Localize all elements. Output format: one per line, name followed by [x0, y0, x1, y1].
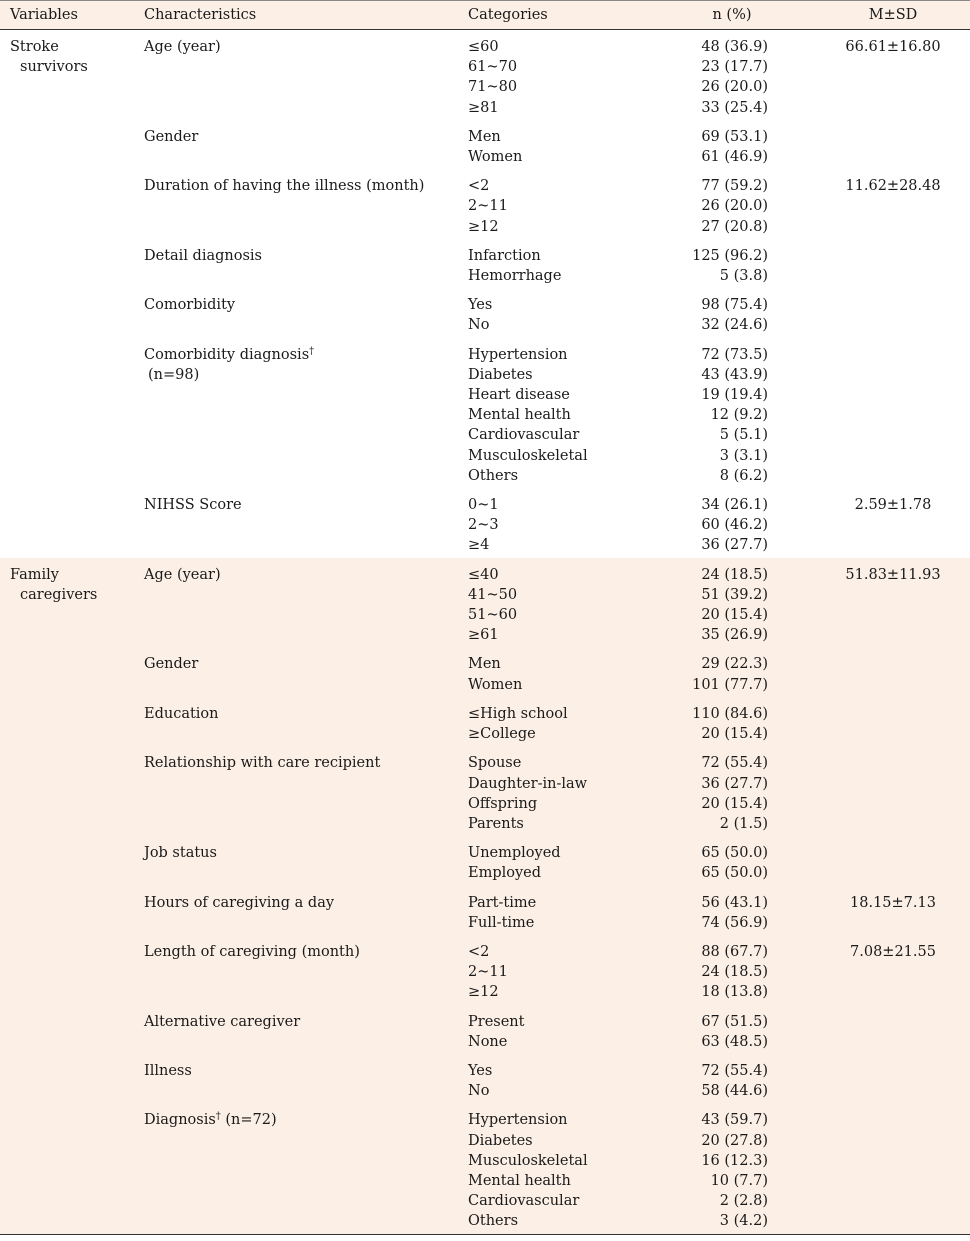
mean-sd-cell: [816, 746, 970, 836]
category-item: Present: [468, 1013, 525, 1030]
category-item: ≥81: [468, 99, 499, 116]
n-percent-value: 24 (18.5): [701, 964, 768, 981]
n-percent-value: 51 (39.2): [701, 586, 768, 603]
characteristic-label: Age (year): [144, 39, 221, 55]
category-item: ≤40: [468, 566, 499, 583]
categories-cell: [458, 558, 648, 648]
category-item: ≥12: [468, 218, 499, 235]
category-item: Spouse: [468, 755, 522, 772]
table-row: [0, 30, 970, 120]
categories-cell: [458, 886, 648, 935]
category-item: Diabetes: [468, 1132, 533, 1149]
n-percent-cell: [648, 697, 816, 746]
n-percent-value: 12 (9.2): [710, 407, 768, 424]
characteristic-label: Gender: [144, 656, 199, 673]
header-characteristics: Characteristics: [134, 1, 458, 30]
characteristic-label: Gender: [144, 128, 199, 145]
n-percent-value: 26 (20.0): [701, 198, 768, 215]
n-percent-value: 63 (48.5): [701, 1033, 768, 1050]
mean-sd-cell: [816, 1054, 970, 1103]
categories-cell: [458, 935, 648, 1005]
characteristic-label: Length of caregiving (month): [144, 943, 360, 960]
category-item: Infarction: [468, 247, 541, 264]
category-item: Men: [468, 656, 501, 673]
category-item: Yes: [468, 297, 493, 314]
n-percent-value: 77 (59.2): [701, 178, 768, 195]
mean-sd-cell: [816, 338, 970, 488]
categories-cell: [458, 647, 648, 696]
mean-sd-cell: [816, 239, 970, 288]
n-percent-cell: [648, 746, 816, 836]
n-percent-value: 33 (25.4): [701, 99, 768, 116]
table-row: [0, 886, 970, 935]
n-percent-cell: [648, 1103, 816, 1234]
n-percent-cell: [648, 836, 816, 885]
header-n-percent: n (%): [648, 1, 816, 30]
n-percent-value: 72 (55.4): [701, 1062, 768, 1079]
characteristic-label: Comorbidity: [144, 297, 236, 314]
characteristic-label: Diagnosis: [144, 1112, 216, 1129]
n-percent-value: 34 (26.1): [701, 497, 768, 514]
table-row: [0, 935, 970, 1005]
n-percent-value: 65 (50.0): [701, 865, 768, 882]
n-percent-value: 19 (19.4): [701, 387, 768, 404]
mean-sd-cell: [816, 1103, 970, 1234]
variable-cell: [0, 1103, 134, 1234]
table-row: [0, 1054, 970, 1103]
table-body: [0, 30, 970, 1235]
n-percent-value: 27 (20.8): [701, 218, 768, 235]
category-item: 51~60: [468, 607, 518, 624]
table-row: [0, 488, 970, 558]
n-percent-cell: [648, 169, 816, 239]
variable-label: Stroke: [10, 39, 59, 55]
n-percent-value: 61 (46.9): [701, 149, 768, 166]
variable-label: Family: [10, 566, 59, 583]
mean-sd-cell: [816, 169, 970, 239]
n-percent-cell: [648, 488, 816, 558]
n-percent-value: 10 (7.7): [710, 1172, 768, 1189]
n-percent-value: 43 (43.9): [701, 366, 768, 383]
characteristic-cell: [134, 120, 458, 169]
n-percent-value: 56 (43.1): [701, 894, 768, 911]
n-percent-value: 72 (55.4): [701, 755, 768, 772]
n-percent-cell: [648, 30, 816, 120]
characteristic-label: Age (year): [144, 566, 221, 583]
n-percent-value: 35 (26.9): [701, 627, 768, 644]
variable-cell: [0, 647, 134, 696]
n-percent-cell: [648, 239, 816, 288]
n-percent-cell: [648, 935, 816, 1005]
mean-sd-cell: [816, 488, 970, 558]
n-percent-value: 5 (5.1): [719, 427, 768, 444]
categories-cell: [458, 288, 648, 337]
table-row: [0, 697, 970, 746]
mean-sd-value: 66.61±16.80: [845, 39, 941, 55]
characteristic-cell: [134, 1054, 458, 1103]
n-percent-value: 65 (50.0): [701, 845, 768, 862]
mean-sd-cell: [816, 935, 970, 1005]
n-percent-value: 2 (2.8): [719, 1193, 768, 1210]
characteristic-cell: [134, 647, 458, 696]
category-item: No: [468, 317, 490, 334]
mean-sd-value: 2.59±1.78: [854, 497, 932, 514]
n-percent-cell: [648, 120, 816, 169]
characteristic-label: NIHSS Score: [144, 497, 242, 514]
n-percent-value: 3 (3.1): [719, 447, 768, 464]
mean-sd-cell: [816, 647, 970, 696]
mean-sd-cell: [816, 288, 970, 337]
mean-sd-cell: [816, 558, 970, 648]
footnote-dagger: †: [215, 1111, 221, 1123]
n-percent-value: 125 (96.2): [692, 247, 768, 264]
categories-cell: [458, 1054, 648, 1103]
variable-cell: [0, 239, 134, 288]
category-item: Others: [468, 1213, 519, 1230]
footnote-dagger: †: [309, 345, 315, 357]
n-percent-value: 18 (13.8): [701, 984, 768, 1001]
n-percent-value: 3 (4.2): [719, 1213, 768, 1230]
table-row: [0, 1103, 970, 1234]
category-item: <2: [468, 943, 490, 960]
mean-sd-cell: [816, 886, 970, 935]
characteristic-sample-size: (n=98): [148, 366, 200, 383]
categories-cell: [458, 488, 648, 558]
category-item: 2~3: [468, 517, 499, 534]
variable-cell: [0, 1005, 134, 1054]
category-item: Unemployed: [468, 845, 561, 862]
characteristic-label: Illness: [144, 1062, 192, 1079]
variable-label-continued: survivors: [20, 59, 88, 76]
characteristic-label: Detail diagnosis: [144, 247, 262, 264]
variable-cell: [0, 338, 134, 488]
categories-cell: [458, 1103, 648, 1234]
category-item: Part-time: [468, 894, 537, 911]
category-item: Hypertension: [468, 346, 568, 363]
mean-sd-value: 51.83±11.93: [845, 566, 941, 583]
n-percent-value: 36 (27.7): [701, 537, 768, 554]
header-variables: Variables: [0, 1, 134, 30]
category-item: Parents: [468, 815, 524, 832]
characteristic-cell: [134, 1103, 458, 1234]
n-percent-value: 32 (24.6): [701, 317, 768, 334]
table-row: [0, 647, 970, 696]
categories-cell: [458, 746, 648, 836]
category-item: Women: [468, 676, 523, 693]
category-item: 61~70: [468, 59, 518, 76]
n-percent-value: 110 (84.6): [692, 705, 768, 722]
n-percent-cell: [648, 886, 816, 935]
variable-label-continued: caregivers: [20, 586, 98, 603]
categories-cell: [458, 169, 648, 239]
characteristic-sample-size: (n=72): [220, 1112, 277, 1129]
variable-cell: [0, 886, 134, 935]
characteristic-cell: [134, 488, 458, 558]
n-percent-value: 36 (27.7): [701, 775, 768, 792]
categories-cell: [458, 30, 648, 120]
categories-cell: [458, 1005, 648, 1054]
table-row: [0, 169, 970, 239]
n-percent-value: 48 (36.9): [701, 39, 768, 55]
n-percent-cell: [648, 558, 816, 648]
category-item: Mental health: [468, 1172, 571, 1189]
mean-sd-value: 18.15±7.13: [850, 894, 936, 911]
characteristic-cell: [134, 1005, 458, 1054]
table-row: [0, 239, 970, 288]
variable-cell: [0, 558, 134, 648]
characteristic-cell: [134, 935, 458, 1005]
category-item: Employed: [468, 865, 542, 882]
category-item: 71~80: [468, 79, 518, 96]
n-percent-value: 101 (77.7): [692, 676, 768, 693]
category-item: <2: [468, 178, 490, 195]
category-item: ≥12: [468, 984, 499, 1001]
table-row: [0, 120, 970, 169]
characteristic-label: Comorbidity diagnosis: [144, 346, 310, 363]
n-percent-cell: [648, 288, 816, 337]
n-percent-value: 26 (20.0): [701, 79, 768, 96]
category-item: ≥61: [468, 627, 499, 644]
n-percent-value: 72 (73.5): [701, 346, 768, 363]
categories-cell: [458, 338, 648, 488]
variable-cell: [0, 836, 134, 885]
table-row: [0, 288, 970, 337]
characteristic-label: Duration of having the illness (month): [144, 178, 425, 195]
n-percent-value: 74 (56.9): [701, 914, 768, 931]
characteristic-cell: [134, 836, 458, 885]
mean-sd-value: 7.08±21.55: [850, 943, 936, 960]
table-row: [0, 836, 970, 885]
category-item: Women: [468, 149, 523, 166]
n-percent-cell: [648, 1054, 816, 1103]
n-percent-value: 2 (1.5): [719, 815, 768, 832]
n-percent-value: 16 (12.3): [701, 1152, 768, 1169]
header-mean-sd: M±SD: [816, 1, 970, 30]
n-percent-value: 8 (6.2): [719, 467, 768, 484]
n-percent-value: 29 (22.3): [701, 656, 768, 673]
category-item: ≤60: [468, 39, 499, 55]
mean-sd-cell: [816, 30, 970, 120]
category-item: Offspring: [468, 795, 538, 812]
n-percent-value: 20 (27.8): [701, 1132, 768, 1149]
category-item: Full-time: [468, 914, 535, 931]
variable-cell: [0, 30, 134, 120]
characteristic-cell: [134, 338, 458, 488]
characteristic-cell: [134, 697, 458, 746]
category-item: Cardiovascular: [468, 1193, 580, 1210]
category-item: Mental health: [468, 407, 571, 424]
variable-cell: [0, 120, 134, 169]
category-item: None: [468, 1033, 508, 1050]
n-percent-value: 67 (51.5): [701, 1013, 768, 1030]
mean-sd-cell: [816, 120, 970, 169]
n-percent-value: 60 (46.2): [701, 517, 768, 534]
category-item: ≥4: [468, 537, 490, 554]
characteristic-label: Alternative caregiver: [144, 1013, 301, 1030]
n-percent-value: 43 (59.7): [701, 1112, 768, 1129]
mean-sd-value: 11.62±28.48: [845, 178, 941, 195]
variable-cell: [0, 746, 134, 836]
variable-cell: [0, 697, 134, 746]
characteristic-label: Education: [144, 705, 219, 722]
characteristic-cell: [134, 558, 458, 648]
characteristic-label: Job status: [144, 845, 217, 862]
category-item: ≤High school: [468, 705, 568, 722]
mean-sd-cell: [816, 836, 970, 885]
mean-sd-cell: [816, 1005, 970, 1054]
table-row: [0, 558, 970, 648]
table-header: [0, 1, 970, 30]
n-percent-value: 20 (15.4): [701, 795, 768, 812]
n-percent-cell: [648, 647, 816, 696]
table-row: [0, 1005, 970, 1054]
category-item: Others: [468, 467, 519, 484]
n-percent-cell: [648, 338, 816, 488]
category-item: Yes: [468, 1062, 493, 1079]
characteristic-cell: [134, 169, 458, 239]
categories-cell: [458, 239, 648, 288]
category-item: Daughter-in-law: [468, 775, 588, 792]
characteristic-label: Hours of caregiving a day: [144, 894, 335, 911]
characteristic-cell: [134, 30, 458, 120]
variable-cell: [0, 288, 134, 337]
characteristic-label: Relationship with care recipient: [144, 755, 381, 772]
category-item: Diabetes: [468, 366, 533, 383]
n-percent-value: 23 (17.7): [701, 59, 768, 76]
n-percent-value: 20 (15.4): [701, 726, 768, 743]
categories-cell: [458, 697, 648, 746]
category-item: Men: [468, 128, 501, 145]
table-row: [0, 338, 970, 488]
n-percent-value: 88 (67.7): [701, 943, 768, 960]
category-item: Hemorrhage: [468, 268, 562, 285]
n-percent-value: 20 (15.4): [701, 607, 768, 624]
category-item: Musculoskeletal: [468, 1152, 588, 1169]
category-item: Heart disease: [468, 387, 570, 404]
header-categories: Categories: [458, 1, 648, 30]
characteristic-cell: [134, 288, 458, 337]
category-item: Musculoskeletal: [468, 447, 588, 464]
n-percent-value: 69 (53.1): [701, 128, 768, 145]
n-percent-value: 98 (75.4): [701, 297, 768, 314]
characteristic-cell: [134, 886, 458, 935]
variable-cell: [0, 935, 134, 1005]
category-item: ≥College: [468, 726, 536, 743]
n-percent-value: 24 (18.5): [701, 566, 768, 583]
variable-cell: [0, 169, 134, 239]
mean-sd-cell: [816, 697, 970, 746]
variable-cell: [0, 1054, 134, 1103]
category-item: Hypertension: [468, 1112, 568, 1129]
category-item: 2~11: [468, 964, 508, 981]
n-percent-cell: [648, 1005, 816, 1054]
category-item: Cardiovascular: [468, 427, 580, 444]
table-row: [0, 746, 970, 836]
category-item: 2~11: [468, 198, 508, 215]
characteristic-cell: [134, 239, 458, 288]
category-item: 0~1: [468, 497, 499, 514]
characteristic-cell: [134, 746, 458, 836]
category-item: No: [468, 1083, 490, 1100]
n-percent-value: 5 (3.8): [719, 268, 768, 285]
categories-cell: [458, 120, 648, 169]
n-percent-value: 58 (44.6): [701, 1083, 768, 1100]
categories-cell: [458, 836, 648, 885]
category-item: 41~50: [468, 586, 518, 603]
variable-cell: [0, 488, 134, 558]
